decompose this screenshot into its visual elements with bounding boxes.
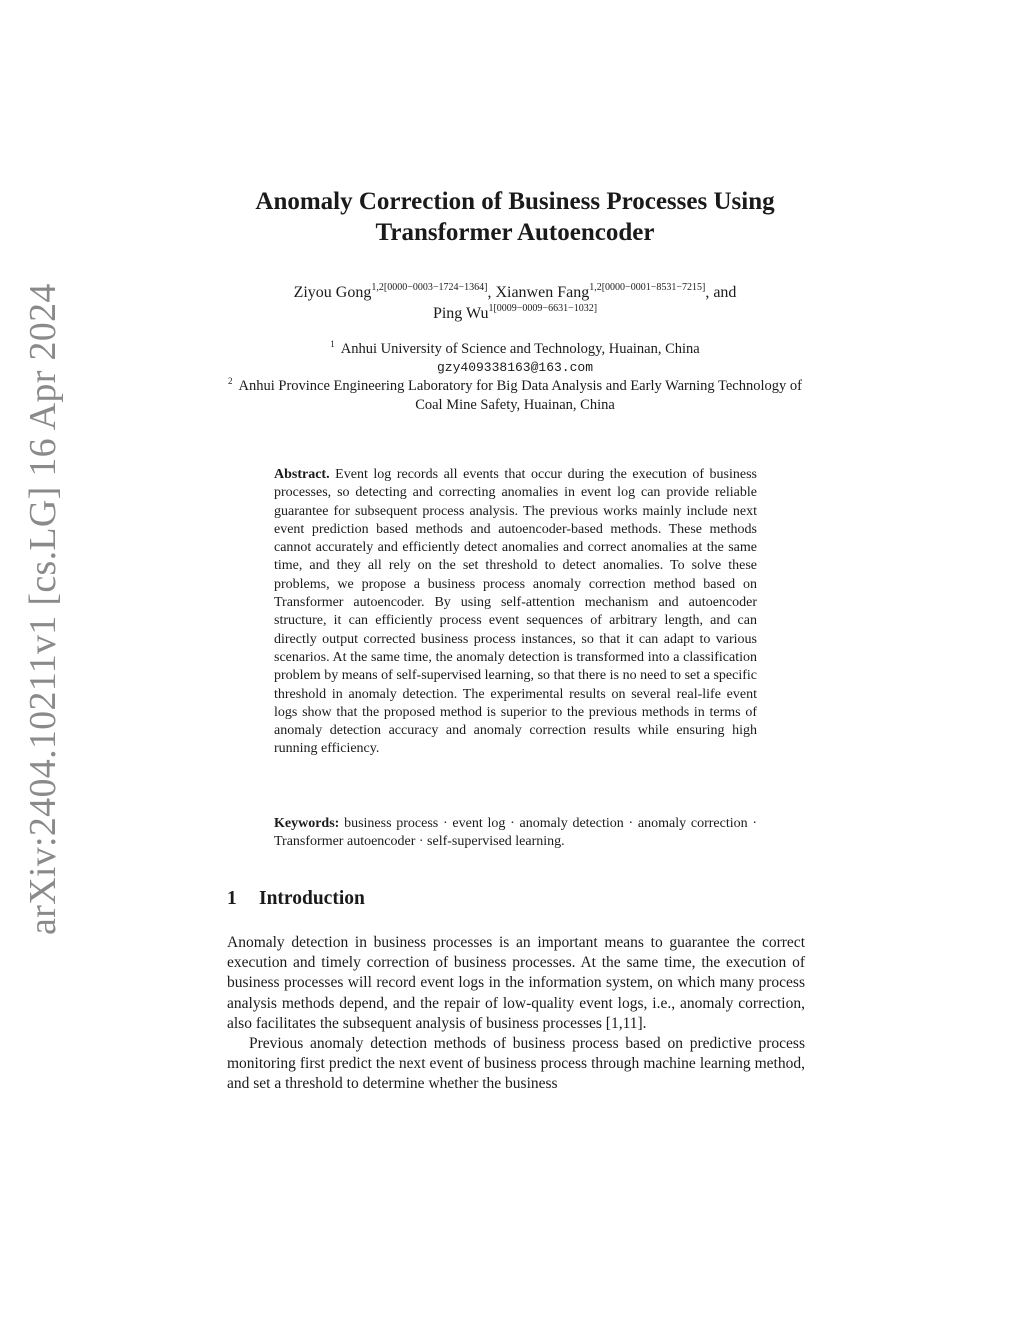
paragraph: Previous anomaly detection methods of business process based on predictive process monitoring first predict the next event of business process through machine learning method, and set a threshold to determine whether the business — [227, 1035, 805, 1093]
abstract — [274, 466, 757, 759]
author-separator: , and — [705, 284, 737, 301]
affiliation-2 — [215, 377, 815, 414]
paper-title: Anomaly Correction of Business Processes Using Transformer Autoencoder — [255, 188, 775, 246]
abstract-label: Abstract. — [274, 467, 330, 482]
author-separator: , — [487, 284, 496, 301]
keywords — [274, 815, 757, 852]
keywords-label: Keywords: — [274, 816, 340, 831]
affiliation-marker: 1 — [330, 339, 335, 349]
author-name: Xianwen Fang — [495, 284, 590, 301]
section-number: 1 — [227, 888, 237, 909]
author-name: Ziyou Gong — [293, 284, 372, 301]
affiliation-block — [215, 340, 815, 414]
author-affiliation-orcid: 1,2[0000−0001−8531−7215] — [589, 282, 706, 293]
author-list — [215, 282, 815, 324]
section-title: Introduction — [259, 888, 365, 909]
introduction-body — [227, 933, 805, 1095]
author-name: Ping Wu — [432, 305, 489, 322]
keywords-text: business process · event log · anomaly detection · anomaly correction · Transformer autoencoder · self-supervised learning. — [274, 816, 758, 850]
author-affiliation-orcid: 1[0009−0009−6631−1032] — [488, 303, 598, 314]
contact-email[interactable]: gzy409338163@163.com — [436, 359, 594, 375]
affiliation-1 — [215, 340, 815, 359]
paragraph: Anomaly detection in business processes is an important means to guarantee the correct execution and timely correction of business processes. At the same time, the execution of business processes will record event logs in the information system, on which many process analysis methods depend, and the repair of low-quality event logs, i.e., anomaly correction, also facilitates the subsequent analysis of business processes [1,11]. — [227, 934, 805, 1032]
arxiv-identifier-stamp: arXiv:2404.10211v1 [cs.LG] 16 Apr 2024 — [22, 283, 64, 935]
abstract-text: Event log records all events that occur during the execution of business processes, so detecting and correcting anomalies in event log can provide reliable guarantee for subsequent process analysis. The previous works mainly include next event prediction based methods and autoencoder-based methods. These methods cannot accurately and efficiently detect anomalies and correct anomalies at the same time, and they all rely on the set threshold to detect anomalies. To solve these problems, we propose a business process anomaly correction method based on Transformer autoencoder. By using self-attention mechanism and autoencoder structure, it can efficiently process event sequences of arbitrary length, and can directly output corrected business process instances, so that it can adapt to various scenarios. At the same time, the anomaly detection is transformed into a classification problem by means of self-supervised learning, so that there is no need to set a specific threshold in anomaly detection. The experimental results on several real-life event logs show that the proposed method is superior to the previous methods in terms of anomaly detection accuracy and anomaly correction results while ensuring high running efficiency. — [274, 467, 758, 757]
affiliation-text: Anhui Province Engineering Laboratory for Big Data Analysis and Early Warning Technology of Coal Mine Safety, Huainan, China — [238, 378, 802, 413]
affiliation-text: Anhui University of Science and Technology, Huainan, China — [340, 341, 700, 357]
section-heading — [227, 886, 365, 912]
author-affiliation-orcid: 1,2[0000−0003−1724−1364] — [371, 282, 488, 293]
affiliation-marker: 2 — [228, 376, 233, 386]
